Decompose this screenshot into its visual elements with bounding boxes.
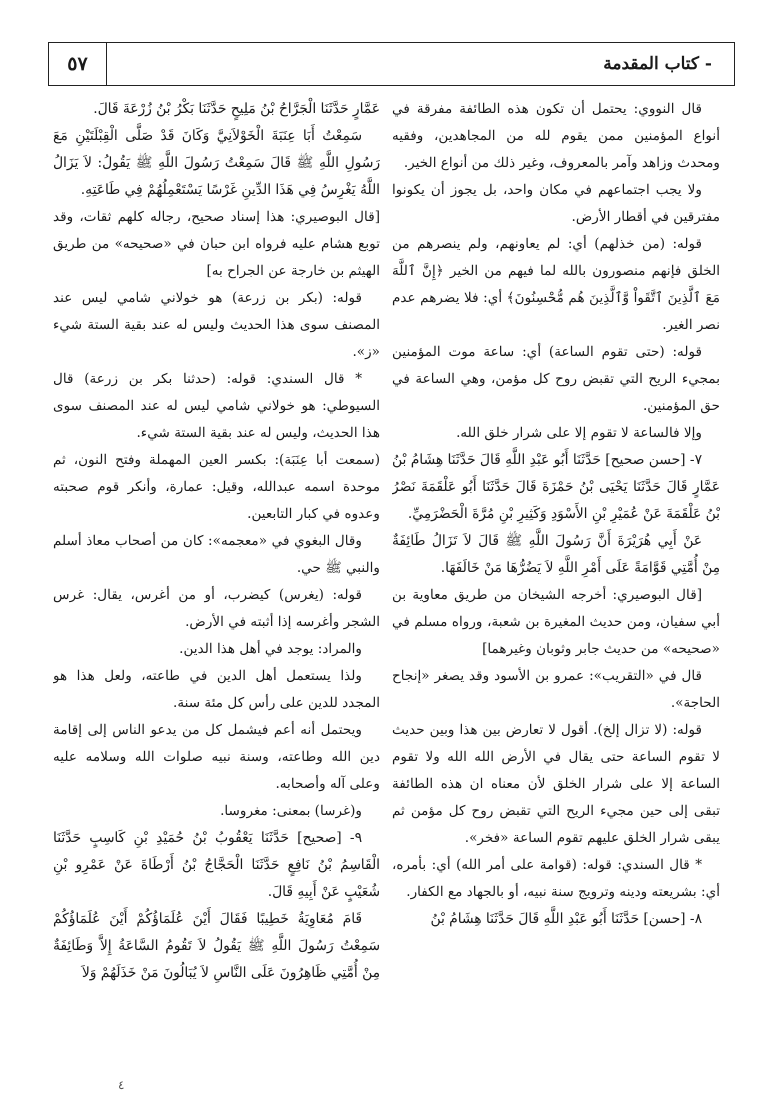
paragraph: ولا يجب اجتماعهم في مكان واحد، بل يجوز أن يكونوا مفترقين في أقطار الأرض.: [392, 182, 720, 225]
paragraph: قوله: (يغرس) كيضرب، أو من أغرس، يقال: غرس الشجر وأغرسه إذا أثبته في الأرض.: [53, 587, 380, 630]
right-column: [392, 96, 720, 1086]
paragraph: عَمَّارٍ حَدَّثَنَا الْجَرَّاحُ بْنُ مَلِيحٍ حَدَّثَنَا بَكْرُ بْنُ زُرْعَةَ قَالَ.: [93, 101, 380, 117]
page-header: [48, 42, 735, 86]
paragraph: * قال السندي: قوله: (حدثنا بكر بن زرعة) قال السيوطي: هو خولاني شامي ليس له عند المصنف سوى هذا الحديث، وليس له عند بقية الستة شيء.: [53, 371, 380, 441]
paragraph: قوله: (من خذلهم) أي: لم يعاونهم، ولم ينصرهم من الخلق فإنهم منصورون بالله لما فيهم من الخير ﴿إِنَّ ٱللَّهَ مَعَ ٱلَّذِينَ ٱتَّقَواْ وَّٱلَّذِينَ هُم مُّحْسِنُونَ﴾ أي: فلا يضرهم عدم نصر الغير.: [392, 236, 720, 333]
chapter-title: - كتاب المقدمة: [603, 54, 712, 74]
paragraph: وإلا فالساعة لا تقوم إلا على شرار خلق الله.: [456, 425, 702, 441]
paragraph: سَمِعْتُ أَبَا عِنَبَةَ الْخَوْلاَنِيَّ وَكَانَ قَدْ صَلَّى الْقِبْلَتَيْنِ مَعَ رَسُولِ اللَّهِ ﷺ قَالَ سَمِعْتُ رَسُولَ اللَّهِ ﷺ يَقُولُ: لاَ يَزَالُ اللَّهُ يَغْرِسُ فِي هَذَا الدِّينِ غَرْسًا يَسْتَعْمِلُهُمْ فِي طَاعَتِهِ.: [53, 128, 380, 198]
paragraph: قال في «التقريب»: عمرو بن الأسود وقد يصغر «إنجاح الحاجة».: [392, 668, 720, 711]
left-column: [53, 96, 380, 1086]
paragraph: * قال السندي: قوله: (قوامة على أمر الله) أي: بأمره، أي: بشريعته ودينه وترويج سنة نبيه، أو بالجهاد مع الكفار.: [392, 857, 720, 900]
paragraph: قوله: (بكر بن زرعة) هو خولاني شامي ليس عند المصنف سوى هذا الحديث وليس له عند بقية الستة شيء «ز».: [53, 290, 380, 360]
paragraph: وقال البغوي في «معجمه»: كان من أصحاب معاذ أسلم والنبي ﷺ حي.: [53, 533, 380, 576]
paragraph: ويحتمل أنه أعم فيشمل كل من يدعو الناس إلى إقامة دين الله وطاعته، وسنة نبيه صلوات الله وسلامه عليه وعلى آله وأصحابه.: [53, 722, 380, 792]
paragraph: ٩- [صحيح] حَدَّثَنَا يَعْقُوبُ بْنُ حُمَيْدِ بْنِ كَاسِبٍ حَدَّثَنَا الْقَاسِمُ بْنُ نَافِعٍ حَدَّثَنَا الْحَجَّاجُ بْنُ أَرْطَاةَ عَنْ عَمْرِو بْنِ شُعَيْبٍ عَنْ أَبِيهِ قَالَ.: [53, 830, 380, 900]
page-number: ٥٧: [49, 43, 107, 85]
paragraph: [قال البوصيري: هذا إسناد صحيح، رجاله كلهم ثقات، وقد توبع هشام عليه فرواه ابن حبان في «صحيحه» من طريق الهيثم بن خارجة عن الجراح به]: [53, 209, 380, 279]
paragraph: و(غرسا) بمعنى: مغروسا.: [220, 803, 362, 819]
paragraph: ولذا يستعمل أهل الدين في طاعته، ولعل هذا هو المجدد للدين على رأس كل مئة سنة.: [53, 668, 380, 711]
paragraph: قوله: (حتى تقوم الساعة) أي: ساعة موت المؤمنين بمجيء الريح التي تقبض روح كل مؤمن، وهي الساعة في حق المؤمنين.: [392, 344, 720, 414]
paragraph: عَنْ أَبِي هُرَيْرَةَ أَنَّ رَسُولَ اللَّهِ ﷺ قَالَ لاَ تَزَالُ طَائِفَةٌ مِنْ أُمَّتِي قَوَّامَةً عَلَى أَمْرِ اللَّهِ لاَ يَضُرُّهَا مَنْ خَالَفَهَا.: [392, 533, 720, 576]
paragraph: (سمعت أبا عِنَبَة): بكسر العين المهملة وفتح النون، ثم موحدة اسمه عبدالله، وقيل: عمارة، وأنكر قوم صحبته وعدوه في كبار التابعين.: [53, 452, 380, 522]
footer-mark: ٤: [118, 1078, 125, 1092]
paragraph: قَامَ مُعَاوِيَةُ خَطِيبًا فَقَالَ أَيْنَ عُلَمَاؤُكُمْ أَيْنَ عُلَمَاؤُكُمْ سَمِعْتُ رَسُولَ اللَّهِ ﷺ يَقُولُ لاَ تَقُومُ السَّاعَةُ إِلاَّ وَطَائِفَةٌ مِنْ أُمَّتِي ظَاهِرُونَ عَلَى النَّاسِ لاَ يُبَالُونَ مَنْ خَذَلَهُمْ وَلاَ: [53, 911, 380, 981]
paragraph: [قال البوصيري: أخرجه الشيخان من طريق معاوية بن أبي سفيان، ومن حديث المغيرة بن شعبة، ورواه مسلم في «صحيحه» من حديث جابر وثوبان وغيرهما]: [392, 587, 720, 657]
paragraph: ٨- [حسن] حَدَّثَنَا أَبُو عَبْدِ اللَّهِ قَالَ حَدَّثَنَا هِشَامُ بْنُ: [430, 911, 702, 927]
paragraph: والمراد: يوجد في أهل هذا الدين.: [179, 641, 362, 657]
paragraph: قوله: (لا تزال إلخ). أقول لا تعارض بين هذا وبين حديث لا تقوم الساعة حتى يقال في الأرض الله الله ولا تقوم الساعة إلا على شرار الخلق لأن معناه ان هذه الطائفة تبقى إلى حين مجيء الريح التي تقبض روح كل مؤمن ثم يبقى شرار الخلق عليهم تقوم الساعة «فخر».: [392, 722, 720, 846]
paragraph: قال النووي: يحتمل أن تكون هذه الطائفة مفرقة في أنواع المؤمنين ممن يقوم لله من المجاهدين، وفقيه ومحدث وزاهد وآمر بالمعروف، وغير ذلك من أنواع الخير.: [392, 101, 720, 171]
paragraph: ٧- [حسن صحيح] حَدَّثَنَا أَبُو عَبْدِ اللَّهِ قَالَ حَدَّثَنَا هِشَامُ بْنُ عَمَّارٍ قَالَ حَدَّثَنَا يَحْيَى بْنُ حَمْزَةَ قَالَ حَدَّثَنَا أَبُو عَلْقَمَةَ نَصْرُ بْنُ عَلْقَمَةَ عَنْ عُمَيْرِ بْنِ الأَسْوَدِ وَكَثِيرِ بْنِ مُرَّةَ الْحَضْرَمِيِّ.: [392, 452, 720, 522]
